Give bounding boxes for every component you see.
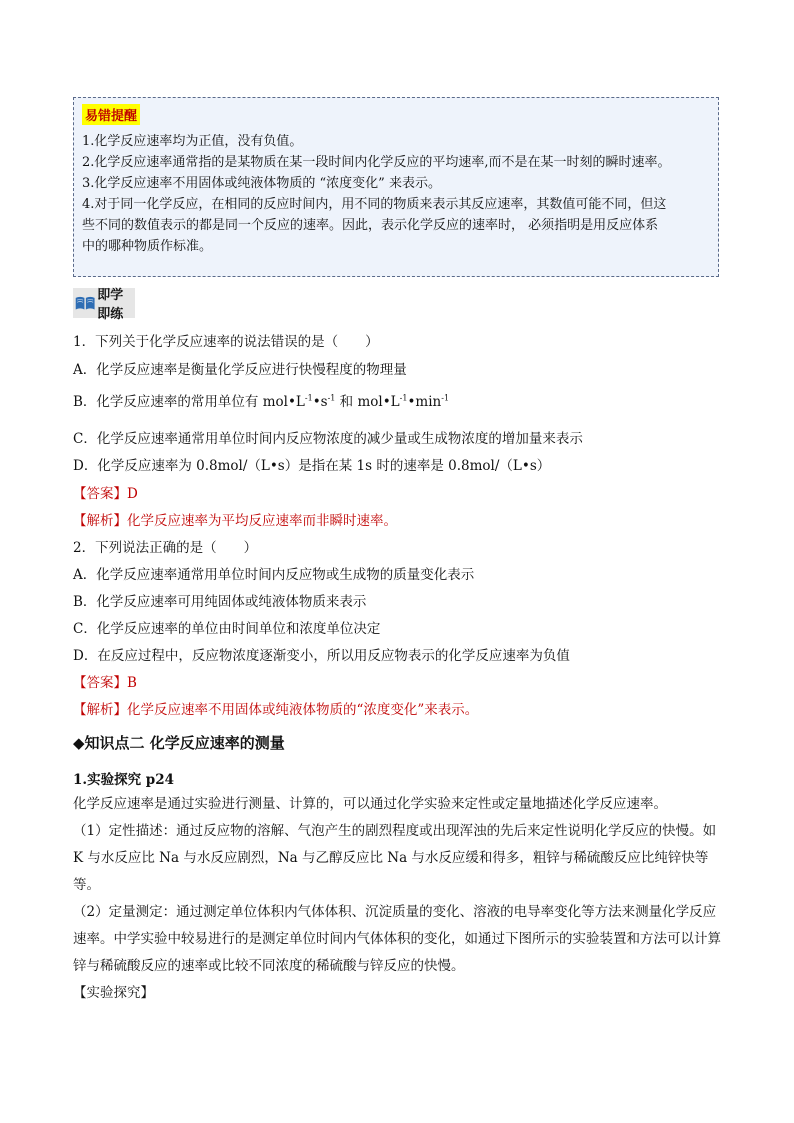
tip-box bbox=[73, 97, 719, 277]
answer-value: B bbox=[127, 675, 137, 691]
paragraph: （2）定量测定：通过测定单位体积内气体体积、沉淀质量的变化、溶液的电导率变化等方法来测量化学反应速率。中学实验中较易进行的是测定单位时间内气体体积的变化，如通过下图所示的实验装置和方法可以计算锌与稀硫酸反应的速率或比较不同浓度的稀硫酸与锌反应的快慢。 bbox=[73, 904, 721, 974]
answer-value: D bbox=[127, 486, 138, 502]
tip-line: 中的哪种物质作标准。 bbox=[82, 239, 213, 254]
q1-b-text: B．化学反应速率的常用单位有 mol•L bbox=[73, 394, 305, 410]
tip-line: 1.化学反应速率均为正值，没有负值。 bbox=[82, 134, 303, 149]
sub-heading: 1.实验探究 p24 bbox=[73, 772, 175, 788]
q1-b-sup: -1 bbox=[399, 393, 408, 403]
knowledge-point-heading: ◆知识点二 化学反应速率的测量 bbox=[73, 734, 285, 752]
q1-stem: 1．下列关于化学反应速率的说法错误的是（ ） bbox=[73, 334, 379, 350]
tip-line: 些不同的数值表示的都是同一个反应的速率。因此，表示化学反应的速率时， 必须指明是用反应体系 bbox=[82, 218, 659, 233]
q1-option-c: C．化学反应速率通常用单位时间内反应物浓度的减少量或生成物浓度的增加量来表示 bbox=[73, 431, 583, 447]
q1-b-text: •min bbox=[407, 394, 442, 410]
q1-b-text: •s bbox=[312, 394, 328, 410]
q2-option-c: C．化学反应速率的单位由时间单位和浓度单位决定 bbox=[73, 621, 381, 637]
q1-b-text: 和 mol•L bbox=[335, 394, 400, 410]
book-icon bbox=[75, 293, 95, 313]
tip-line: 2.化学反应速率通常指的是某物质在某一段时间内化学反应的平均速率,而不是在某一时刻的瞬时速率。 bbox=[82, 155, 671, 170]
analysis-text: 化学反应速率不用固体或纯液体物质的“浓度变化”来表示。 bbox=[127, 702, 479, 718]
q1-b-sup: -1 bbox=[304, 393, 313, 403]
q1-option-d: D．化学反应速率为 0.8mol/（L•s）是指在某 1s 时的速率是 0.8mol/（L•s） bbox=[73, 458, 551, 474]
q2-analysis bbox=[73, 698, 478, 718]
analysis-tag: 【解析】 bbox=[73, 513, 127, 529]
paragraph: 化学反应速率是通过实验进行测量、计算的，可以通过化学实验来定性或定量地描述化学反应速率。 bbox=[73, 796, 667, 812]
tip-line: 4.对于同一化学反应，在相同的反应时间内，用不同的物质来表示其反应速率，其数值可能不同，但这 bbox=[82, 197, 667, 212]
q2-answer bbox=[73, 671, 137, 691]
q1-answer bbox=[73, 482, 138, 502]
q1-analysis bbox=[73, 509, 397, 529]
q1-option-a: A．化学反应速率是衡量化学反应进行快慢程度的物理量 bbox=[73, 362, 407, 378]
analysis-tag: 【解析】 bbox=[73, 702, 127, 718]
answer-tag: 【答案】 bbox=[73, 486, 127, 502]
tip-lines bbox=[82, 131, 710, 257]
practice-header bbox=[73, 288, 135, 322]
analysis-text: 化学反应速率为平均反应速率而非瞬时速率。 bbox=[127, 513, 397, 529]
q1-b-sup: -1 bbox=[327, 393, 336, 403]
q1-b-sup: -1 bbox=[441, 393, 450, 403]
q2-option-a: A．化学反应速率通常用单位时间内反应物或生成物的质量变化表示 bbox=[73, 567, 475, 583]
q2-option-b: B．化学反应速率可用纯固体或纯液体物质来表示 bbox=[73, 594, 367, 610]
q1-option-b bbox=[73, 390, 449, 410]
answer-tag: 【答案】 bbox=[73, 675, 127, 691]
experiment-label: 【实验探究】 bbox=[73, 985, 154, 1001]
paragraph: （1）定性描述：通过反应物的溶解、气泡产生的剧烈程度或出现浑浊的先后来定性说明化学反应的快慢。如 K 与水反应比 Na 与水反应剧烈，Na 与乙醇反应比 Na 与水反应缓和得多，粗锌与稀硫酸反应比纯锌快等等。 bbox=[73, 823, 717, 893]
tip-title: 易错提醒 bbox=[82, 104, 140, 125]
q2-stem: 2．下列说法正确的是（ ） bbox=[73, 540, 258, 556]
q2-option-d: D．在反应过程中，反应物浓度逐渐变小，所以用反应物表示的化学反应速率为负值 bbox=[73, 648, 570, 664]
tip-line: 3.化学反应速率不用固体或纯液体物质的 “浓度变化” 来表示。 bbox=[82, 176, 441, 191]
practice-title: 即学即练 bbox=[97, 288, 124, 322]
